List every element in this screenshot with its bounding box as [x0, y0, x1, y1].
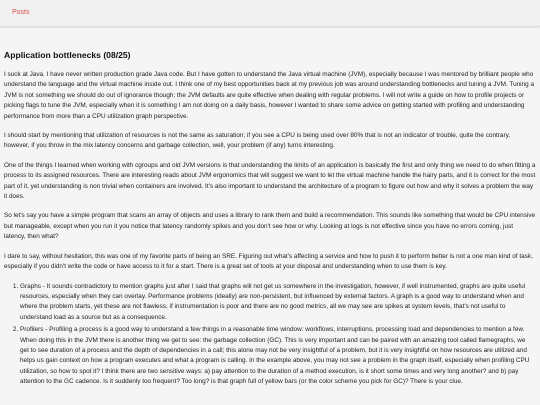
- paragraph-sre: I dare to say, without hesitation, this was one of my favorite parts of being an SRE. Figuring out what's affecting a service and how to push it to perform better is not a one man kind of task, especially if you didn't write the code or have access to it for a start. There is a great set of tools at your disposal and understanding when to use them is key.: [4, 252, 533, 271]
- bottom-fade: [0, 391, 540, 405]
- paragraph-cgroups: One of the things I learned when working with cgroups and old JVM versions is that understanding the limits of an application is basically the first and only thing we need to do when fitting a process to its assigned resources. There are interesting reads about JVM ergonomics that will suggest we want to let the virtual machine handle the hairy parts, and it is correct for the most part of it, yet understanding is non trivial when containers are involved. It's also important to understand the architecture of a program to figure out how and why it solves a problem the way it does.: [4, 161, 536, 201]
- article: [4, 50, 536, 390]
- list-item-profilers: 2. Profilers - Profiling a process is a good way to understand a few things in a reasonable time window: workflows, interruptions, processing load and dependencies to mention a few. When doing this in the JVM there is another thing we get to see: the garbage collection (GC). This is very important and can be paired with an amazing tool called flamegraphs, we get to see duration of a process and the depth of dependencies in a call; this alone may not be very insightful of a problem, but it is very insightful on how resources are utilized and helps us gain context on how a program executes and what a program is calling. In the example above, you may not see a problem in the graph itself, especially when profiling CPU utilization, so how to spot it? I think there are two sensitive ways: a) pay attention to the duration of a method execution, is it short some times and very long another? and b) pay attention to the GC cadence. Is it suddenly too frequent? Too long? is that graph full of yellow bars (or the color scheme you pick for GC)? There is your clue.: [20, 325, 536, 387]
- paragraph-intro: I suck at Java. I have never written production grade Java code. But I have gotten to understand the Java virtual machine (JVM), especially because I was mentored by brilliant people who understand the language and the virtual machine inside out. I think one of my best opportunities back at my previous job was around understanding bottlenecks and tuning a JVM. Tuning a JVM is not something we should do out of ignorance though; the JVM defaults are quite effective when dealing with regular problems. I will not write a guide on how to profile projects or picking flags to tune the JVM, especially when it is something I am not doing on a daily basis, however I wanted to share some advice on getting started with profiling and understanding performance from more than a CPU utilization graph perspective.: [4, 71, 535, 120]
- top-nav-bar: [0, 0, 540, 27]
- article-title: Application bottlenecks (08/25): [4, 50, 131, 60]
- paragraph-utilization: I should start by mentioning that utilization of resources is not the same as saturation; if you see a CPU is being used over 80% that is not an indicator of trouble, quite the contrary, however, if you throw in the mix latency concerns and garbage collection, well, your problem (if any) turns interesting.: [4, 132, 511, 150]
- list-item-graphs: 1. Graphs - It sounds contradictory to mention graphs just after I said that graphs will not get us somewhere in the investigation, however, if well instrumented, graphs are quite useful resources, especially when they can overlay. Performance problems (ideally) are non-persistent, but influenced by external factors. A graph is a good way to understand when and where the problem starts, yet these are not flawless, if instrumentation is poor and there are no good metrics, all we may see are spikes at system levels, that's not useful to understand load as a source but as a consequence.: [20, 282, 536, 324]
- paragraph-example-program: So let's say you have a simple program that scans an array of objects and uses a library to rank them and build a recommendation. This sounds like something that would be CPU intensive but manageable, except when you run it you notice that latency randomly spikes and you don't see how or why. Looking at logs is not effective since you have no errors coming, just latency, then what?: [4, 212, 536, 241]
- posts-link[interactable]: Posts: [12, 9, 30, 16]
- tools-list: [4, 282, 536, 388]
